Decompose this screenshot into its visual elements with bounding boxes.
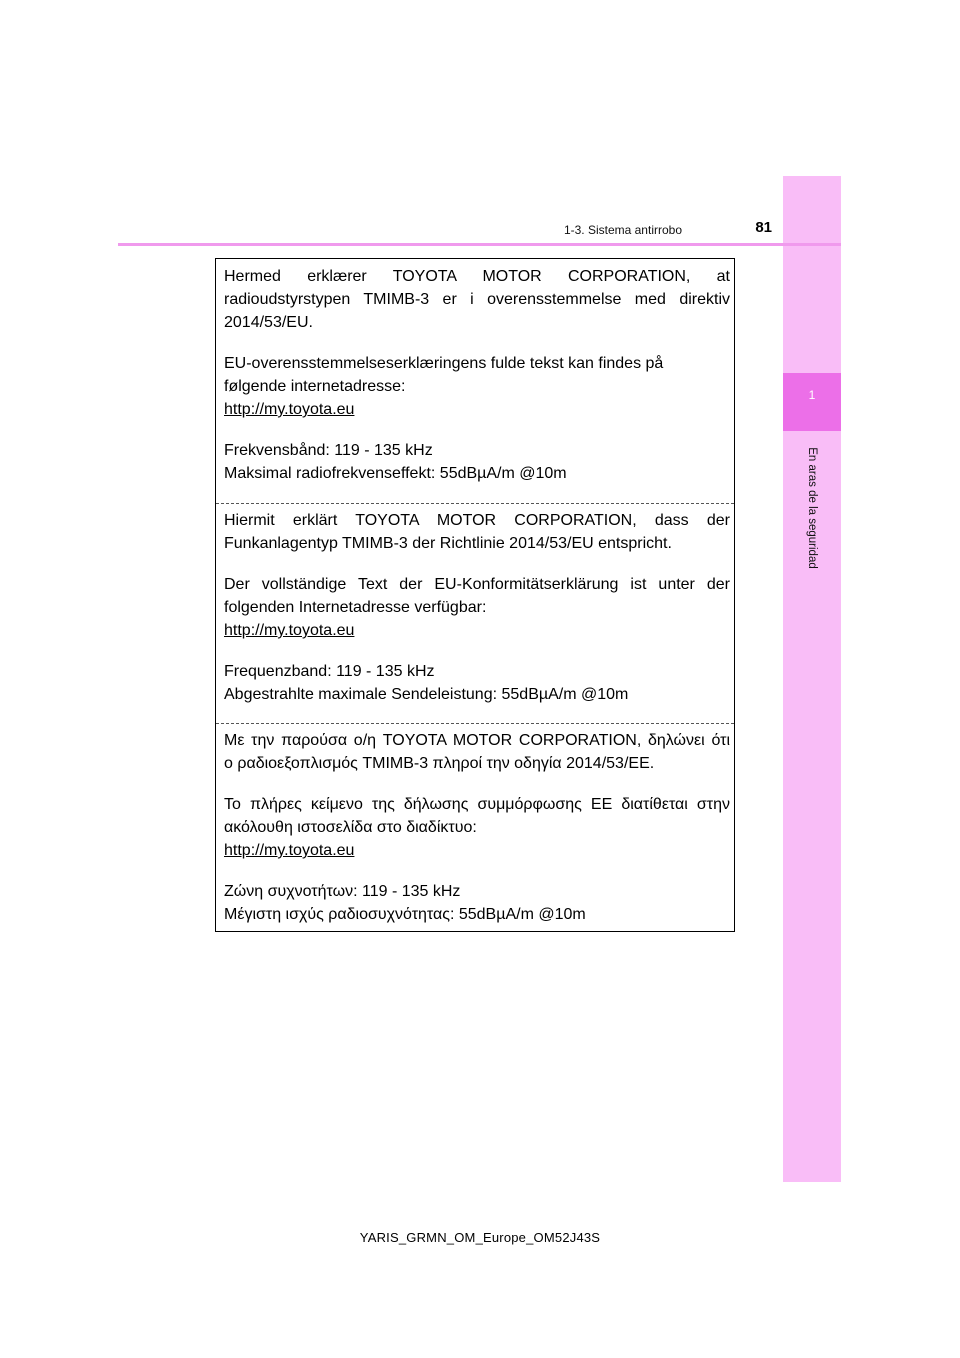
document-code: YARIS_GRMN_OM_Europe_OM52J43S xyxy=(359,1230,601,1245)
declaration-german xyxy=(224,509,730,706)
danish-line-7: Maksimal radiofrekvenseffekt: 55dBµA/m @10m xyxy=(224,465,567,482)
danish-link[interactable]: http://my.toyota.eu xyxy=(224,401,355,418)
page-number: 81 xyxy=(755,219,772,236)
german-line-2: Funkanlagentyp TMIMB-3 der Richtlinie 2014/53/EU entspricht. xyxy=(224,535,672,552)
danish-line-1: Hermed erklærer TOYOTA MOTOR CORPORATION, at xyxy=(224,268,730,285)
header-rule xyxy=(118,243,841,246)
section-divider xyxy=(216,503,734,504)
german-line-6: Abgestrahlte maximale Sendeleistung: 55dBµA/m @10m xyxy=(224,686,629,703)
german-line-3: Der vollständige Text der EU-Konformitätserklärung ist unter der xyxy=(224,576,730,593)
greek-line-4: ακόλουθη ιστοσελίδα στο διαδίκτυο: xyxy=(224,819,477,836)
declaration-danish xyxy=(224,265,730,485)
danish-line-6: Frekvensbånd: 119 - 135 kHz xyxy=(224,442,433,459)
declaration-box xyxy=(215,258,735,932)
chapter-number: 1 xyxy=(808,388,816,402)
section-title: 1-3. Sistema antirrobo xyxy=(563,223,682,237)
chapter-tab-active[interactable] xyxy=(783,373,841,431)
chapter-title-text: En aras de la seguridad xyxy=(806,447,818,569)
danish-line-4: EU-overensstemmelseserklæringens fulde tekst kan findes på xyxy=(224,355,664,372)
greek-line-2: ο ραδιοεξοπλισμός TMIMB-3 πληροί την οδηγία 2014/53/ΕΕ. xyxy=(224,755,655,772)
declaration-greek xyxy=(224,729,730,926)
danish-line-3: 2014/53/EU. xyxy=(224,314,313,331)
german-link[interactable]: http://my.toyota.eu xyxy=(224,622,355,639)
chapter-side-tab xyxy=(783,176,841,1182)
danish-line-2: radioudstyrstypen TMIMB-3 er i overensstemmelse med direktiv xyxy=(224,291,730,308)
german-line-5: Frequenzband: 119 - 135 kHz xyxy=(224,663,435,680)
section-divider xyxy=(216,723,734,724)
greek-line-1: Με την παρούσα ο/η TOYOTA MOTOR CORPORATION, δηλώνει ότι xyxy=(224,732,730,749)
danish-line-5: følgende internetadresse: xyxy=(224,378,406,395)
greek-link[interactable]: http://my.toyota.eu xyxy=(224,842,355,859)
german-line-4: folgenden Internetadresse verfügbar: xyxy=(224,599,487,616)
greek-line-6: Μέγιστη ισχύς ραδιοσυχνότητας: 55dBµA/m @10m xyxy=(224,906,586,923)
greek-line-3: Το πλήρες κείμενο της δήλωσης συμμόρφωσης ΕΕ διατίθεται στην xyxy=(224,796,730,813)
german-line-1: Hiermit erklärt TOYOTA MOTOR CORPORATION, dass der xyxy=(224,512,730,529)
greek-line-5: Ζώνη συχνοτήτων: 119 - 135 kHz xyxy=(224,883,461,900)
